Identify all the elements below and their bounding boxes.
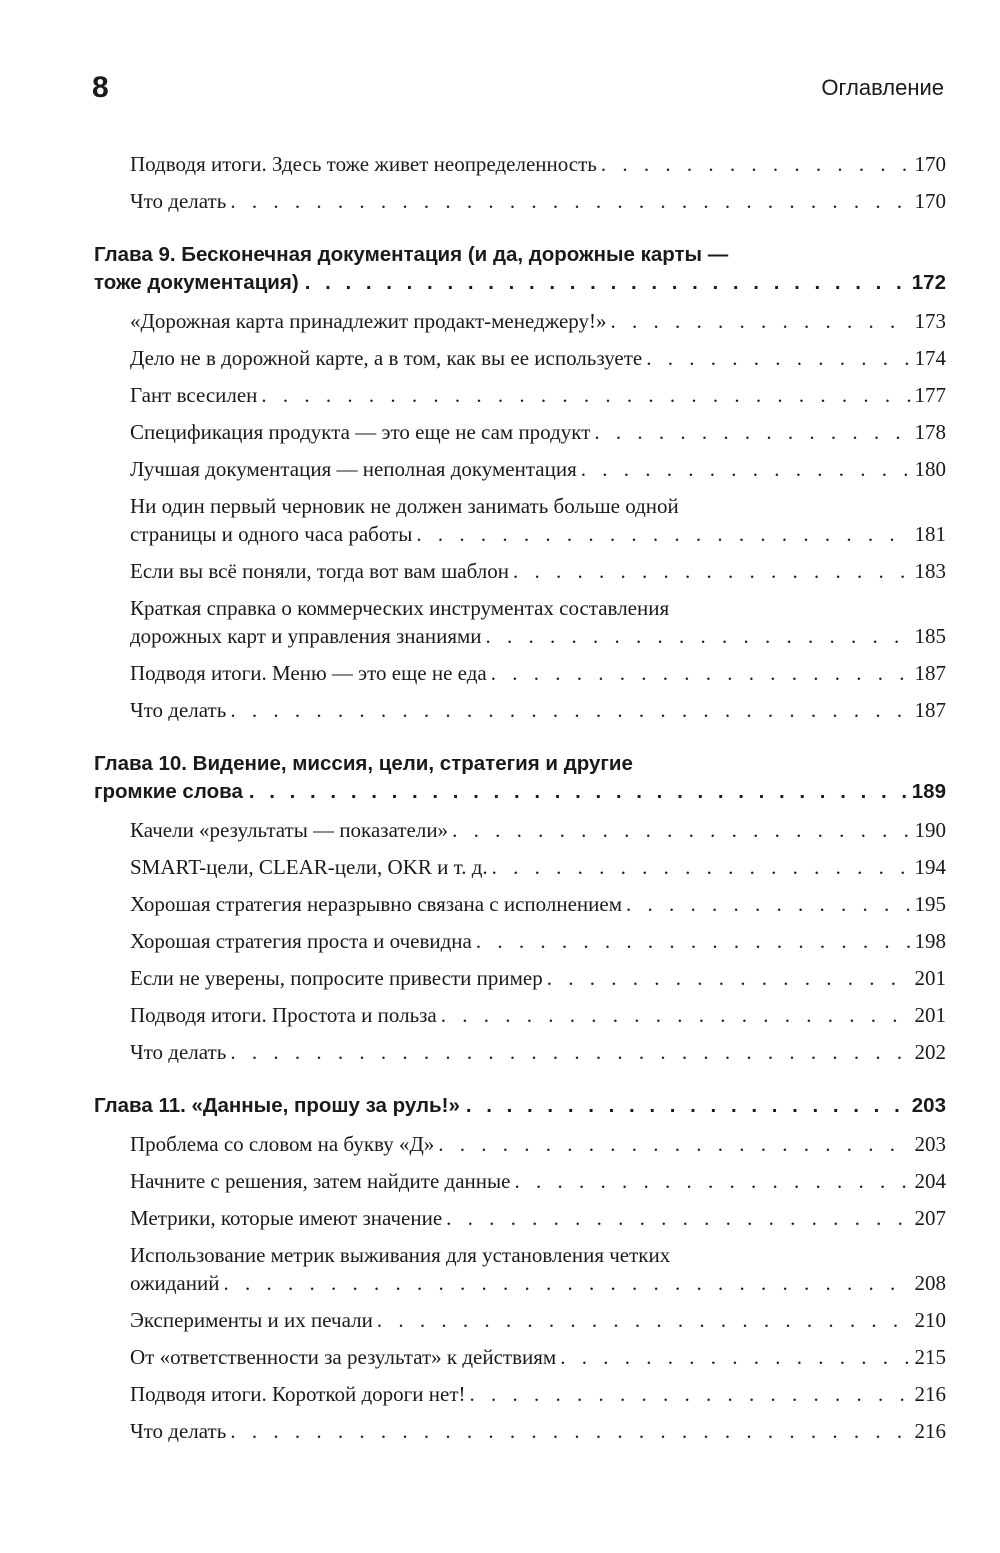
toc-entry-title: Хорошая стратегия проста и очевидна (130, 929, 472, 953)
toc-entry-title: «Дорожная карта принадлежит продакт-менеджеру!» (130, 309, 607, 333)
toc-entry-title: От «ответственности за результат» к действиям (130, 1345, 557, 1369)
toc-entry-page: 185 (914, 624, 946, 648)
toc-entry (0, 890, 1000, 918)
leader-dots (547, 964, 911, 992)
toc-entry-page: 216 (914, 1382, 946, 1406)
leader-dots (476, 927, 911, 955)
leader-dots (230, 696, 910, 724)
leader-dots (452, 816, 910, 844)
leader-dots (230, 187, 910, 215)
toc-entry-title: Проблема со словом на букву «Д» (130, 1132, 435, 1156)
leader-dots (601, 150, 911, 178)
toc-entry-page: 202 (914, 1040, 946, 1064)
toc-entry (0, 455, 1000, 483)
toc-entry (0, 594, 1000, 650)
toc-entry-title: Подводя итоги. Короткой дороги нет! (130, 1382, 466, 1406)
toc-entry (0, 307, 1000, 335)
toc-entry-title: Гант всесилен (130, 383, 258, 407)
leader-dots (626, 890, 911, 918)
leader-dots (594, 418, 910, 446)
toc-entry (0, 1306, 1000, 1334)
toc-entry (0, 1167, 1000, 1195)
leader-dots (438, 1130, 910, 1158)
toc-entry (0, 927, 1000, 955)
toc-entry-title-line1: Краткая справка о коммерческих инструментах составления (130, 596, 670, 620)
toc-entry (0, 1130, 1000, 1158)
leader-dots (416, 520, 910, 548)
toc-entry-page: 178 (914, 420, 946, 444)
toc-entry-page: 170 (914, 152, 946, 176)
toc-entry-title: Хорошая стратегия неразрывно связана с исполнением (130, 892, 622, 916)
toc-entry (0, 187, 1000, 215)
toc-entry (0, 1343, 1000, 1371)
leader-dots (491, 659, 911, 687)
toc-entry-title: Дело не в дорожной карте, а в том, как вы ее используете (130, 346, 643, 370)
toc-entry-page: 173 (914, 309, 946, 333)
leader-dots (560, 1343, 910, 1371)
toc-entry-title: Эксперименты и их печали (130, 1308, 373, 1332)
toc-entry-title: Лучшая документация — неполная документация (130, 457, 577, 481)
toc-entry-title-line1: Использование метрик выживания для установления четких (130, 1243, 671, 1267)
toc-entry-title: Подводя итоги. Простота и польза (130, 1003, 437, 1027)
toc-entry (0, 853, 1000, 881)
toc-entry-title: Если вы всё поняли, тогда вот вам шаблон (130, 559, 509, 583)
toc-chapter-title: Глава 11. «Данные, прошу за руль!» (94, 1094, 460, 1117)
leader-dots (441, 1001, 911, 1029)
leader-dots (230, 1038, 910, 1066)
toc-entry (0, 1417, 1000, 1445)
toc-entry-page: 210 (914, 1308, 946, 1332)
leader-dots (581, 455, 911, 483)
leader-dots (514, 1167, 910, 1195)
leader-dots (446, 1204, 910, 1232)
toc-entry-title: Если не уверены, попросите привести пример (130, 966, 543, 990)
toc-entry-page: 190 (914, 818, 946, 842)
leader-dots (230, 1417, 910, 1445)
toc-entry-page: 181 (914, 522, 946, 546)
leader-dots (261, 381, 910, 409)
table-of-contents (0, 150, 1000, 1454)
toc-entry (0, 696, 1000, 724)
toc-entry (0, 1038, 1000, 1066)
toc-entry-title: Что делать (130, 1419, 227, 1443)
toc-chapter-page: 189 (911, 780, 946, 803)
leader-dots (513, 557, 911, 585)
toc-entry (0, 344, 1000, 372)
running-head: Оглавление (821, 75, 944, 100)
toc-entry-page: 195 (914, 892, 946, 916)
toc-entry-page: 174 (914, 346, 946, 370)
toc-entry-title: Подводя итоги. Здесь тоже живет неопределенность (130, 152, 597, 176)
toc-entry-page: 207 (914, 1206, 946, 1230)
toc-entry-page: 208 (914, 1271, 946, 1295)
leader-dots (492, 853, 911, 881)
toc-entry-page: 183 (914, 559, 946, 583)
toc-entry-title: SMART-цели, CLEAR-цели, OKR и т. д. (130, 855, 488, 879)
toc-chapter-11 (0, 1092, 1000, 1120)
toc-entry-page: 187 (914, 698, 946, 722)
toc-chapter-title: тоже документация) (94, 271, 299, 294)
toc-entry (0, 964, 1000, 992)
toc-chapter-10 (0, 750, 1000, 806)
toc-entry-page: 216 (914, 1419, 946, 1443)
toc-entry-page: 203 (914, 1132, 946, 1156)
toc-entry-page: 187 (914, 661, 946, 685)
toc-entry-title: Подводя итоги. Меню — это еще не еда (130, 661, 487, 685)
toc-entry-title: дорожных карт и управления знаниями (130, 624, 482, 648)
toc-entry (0, 659, 1000, 687)
toc-chapter-page: 203 (911, 1094, 946, 1117)
toc-entry-page: 180 (914, 457, 946, 481)
toc-entry (0, 492, 1000, 548)
toc-entry-title: Метрики, которые имеют значение (130, 1206, 443, 1230)
toc-entry-title: ожиданий (130, 1271, 220, 1295)
toc-chapter-page: 172 (911, 271, 946, 294)
toc-entry-title: Что делать (130, 698, 227, 722)
toc-chapter-9 (0, 241, 1000, 297)
leader-dots (249, 778, 906, 806)
toc-entry-page: 215 (914, 1345, 946, 1369)
leader-dots (611, 307, 911, 335)
toc-entry-page: 170 (914, 189, 946, 213)
toc-entry (0, 1204, 1000, 1232)
toc-entry-title: Что делать (130, 1040, 227, 1064)
leader-dots (486, 622, 911, 650)
toc-entry-title: Начните с решения, затем найдите данные (130, 1169, 511, 1193)
toc-entry (0, 1380, 1000, 1408)
leader-dots (305, 269, 906, 297)
toc-entry (0, 381, 1000, 409)
toc-entry-page: 201 (914, 966, 946, 990)
toc-entry-title: Что делать (130, 189, 227, 213)
toc-entry (0, 1241, 1000, 1297)
toc-entry (0, 418, 1000, 446)
toc-entry-page: 201 (914, 1003, 946, 1027)
toc-entry-page: 198 (914, 929, 946, 953)
page-number: 8 (92, 71, 109, 104)
leader-dots (377, 1306, 911, 1334)
toc-entry-title: Качели «результаты — показатели» (130, 818, 449, 842)
toc-entry (0, 1001, 1000, 1029)
leader-dots (646, 344, 910, 372)
toc-entry-page: 204 (914, 1169, 946, 1193)
toc-entry-title: Спецификация продукта — это еще не сам продукт (130, 420, 591, 444)
leader-dots (466, 1092, 906, 1120)
toc-entry (0, 557, 1000, 585)
leader-dots (470, 1380, 911, 1408)
toc-entry-title-line1: Ни один первый черновик не должен занимать больше одной (130, 494, 679, 518)
toc-chapter-title-line1: Глава 9. Бесконечная документация (и да, дорожные карты — (94, 243, 729, 266)
toc-entry (0, 150, 1000, 178)
toc-entry-title: страницы и одного часа работы (130, 522, 413, 546)
toc-entry-page: 177 (914, 383, 946, 407)
toc-chapter-title: громкие слова (94, 780, 243, 803)
toc-entry (0, 816, 1000, 844)
toc-entry-page: 194 (914, 855, 946, 879)
toc-chapter-title-line1: Глава 10. Видение, миссия, цели, стратегия и другие (94, 752, 633, 775)
leader-dots (223, 1269, 910, 1297)
